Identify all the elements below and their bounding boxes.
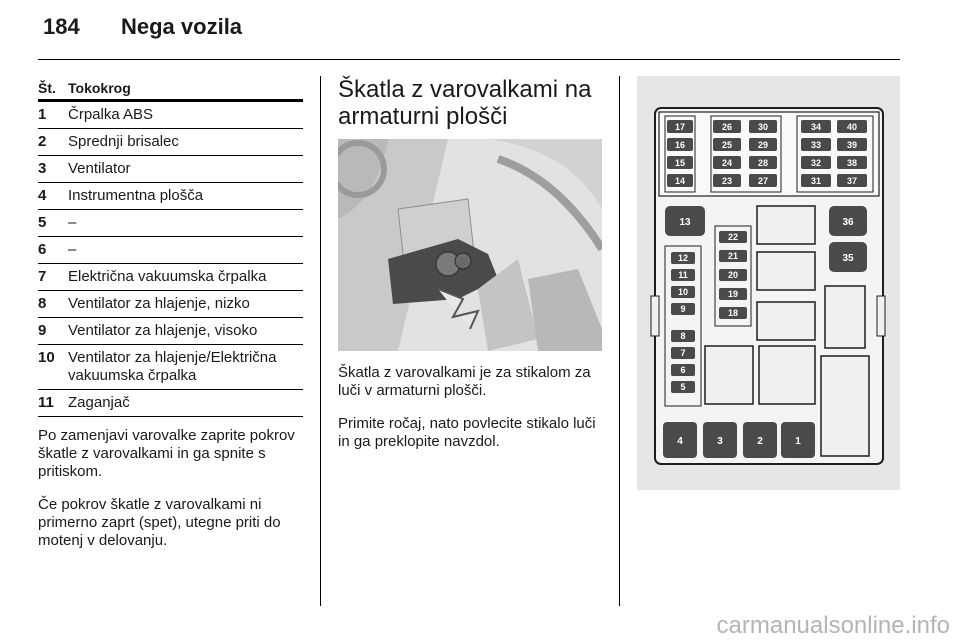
fuse-label: 20 — [727, 270, 739, 280]
fuse-label: 11 — [678, 270, 688, 280]
fuse-label: 14 — [674, 176, 686, 186]
row-text: Instrumentna plošča — [68, 187, 204, 204]
section-title: Škatla z varovalkami na armaturni plošči — [338, 76, 592, 130]
row-text: Črpalka ABS — [68, 106, 154, 123]
row-no: 4 — [38, 187, 47, 204]
table-row — [38, 291, 303, 318]
fuse-label: 21 — [727, 251, 739, 261]
table-row — [38, 102, 303, 129]
fuse-label: 5 — [680, 382, 686, 392]
row-no: 3 — [38, 160, 47, 177]
fuse-label: 13 — [679, 217, 691, 228]
table-row — [38, 345, 303, 390]
paragraph: Primite ročaj, nato povlecite stikalo luči in ga preklopite navzdol. — [338, 415, 596, 450]
fuse-label: 35 — [842, 253, 854, 264]
fuse-label: 30 — [757, 122, 769, 132]
fuse-label: 34 — [810, 122, 822, 132]
fuse-label: 15 — [674, 158, 686, 168]
row-text: Ventilator — [68, 160, 131, 177]
paragraph: Škatla z varovalkami je za stikalom za luči v armaturni plošči. — [338, 364, 591, 399]
dashboard-photo — [338, 139, 602, 351]
fuse-label: 10 — [677, 287, 689, 297]
fuse-label: 9 — [680, 304, 686, 314]
fuse-label: 23 — [721, 176, 733, 186]
row-no: 2 — [38, 133, 47, 150]
fuse-label: 1 — [795, 436, 801, 447]
fuse-label: 4 — [677, 436, 683, 447]
row-no: 7 — [38, 268, 47, 285]
fuse-table — [38, 102, 303, 417]
fuse-label: 16 — [674, 140, 686, 150]
fuse-label: 19 — [727, 289, 739, 299]
header-rule — [38, 59, 900, 60]
page-title: Nega vozila — [121, 14, 243, 39]
row-text: Sprednji brisalec — [68, 133, 179, 150]
row-text: Električna vakuumska črpalka — [68, 268, 267, 285]
fuse-label: 27 — [757, 176, 769, 186]
row-text: Ventilator za hlajenje, nizko — [68, 295, 250, 312]
fuse-label: 29 — [757, 140, 769, 150]
row-no: 10 — [38, 349, 55, 366]
table-row — [38, 237, 303, 264]
fuse-label: 3 — [717, 436, 723, 447]
row-no: 9 — [38, 322, 47, 339]
paragraph: Če pokrov škatle z varovalkami ni primerno zaprt (spet), utegne priti do motenj v delovanju. — [38, 496, 281, 549]
row-text: Ventilator za hlajenje/Električna vakuumska črpalka — [68, 349, 277, 384]
fuse-label: 33 — [810, 140, 822, 150]
table-header — [38, 76, 303, 102]
fuse-label: 26 — [721, 122, 733, 132]
table-row — [38, 390, 303, 417]
fuse-label: 6 — [680, 365, 686, 375]
row-text: – — [68, 214, 77, 231]
page-number: 184 — [43, 14, 80, 39]
fuse-label: 36 — [842, 217, 854, 228]
row-no: 8 — [38, 295, 47, 312]
row-text: Zaganjač — [68, 394, 130, 411]
page-header — [43, 14, 242, 44]
table-row — [38, 183, 303, 210]
fuse-label: 18 — [727, 308, 739, 318]
fuse-label: 40 — [846, 122, 858, 132]
fuse-label: 28 — [757, 158, 769, 168]
table-row — [38, 210, 303, 237]
col-circuit-header: Tokokrog — [68, 79, 131, 96]
fuse-label: 2 — [757, 436, 763, 447]
paragraph: Po zamenjavi varovalke zaprite pokrov škatle z varovalkami in ga spnite s pritiskom. — [38, 427, 295, 480]
table-row — [38, 264, 303, 291]
fuse-label: 12 — [677, 253, 689, 263]
fuse-label: 7 — [680, 348, 686, 358]
row-no: 6 — [38, 241, 47, 258]
table-row — [38, 129, 303, 156]
fuse-label: 8 — [680, 331, 686, 341]
fuse-label: 17 — [674, 122, 686, 132]
table-row — [38, 156, 303, 183]
fuse-label: 25 — [721, 140, 733, 150]
fuse-label: 24 — [721, 158, 733, 168]
row-text: – — [68, 241, 77, 258]
fuse-box-diagram — [637, 76, 900, 490]
row-text: Ventilator za hlajenje, visoko — [68, 322, 258, 339]
watermark: carmanualsonline.info — [716, 612, 950, 639]
left-column — [38, 76, 303, 565]
col-no-header: Št. — [38, 79, 56, 96]
column-divider — [320, 76, 321, 606]
fuse-label: 31 — [810, 176, 822, 186]
fuse-label: 22 — [727, 232, 739, 242]
row-no: 11 — [38, 394, 54, 411]
fuse-label: 32 — [810, 158, 822, 168]
fuse-label: 38 — [846, 158, 858, 168]
fuse-label: 37 — [846, 176, 858, 186]
row-no: 5 — [38, 214, 47, 231]
middle-column — [338, 76, 606, 466]
column-divider — [619, 76, 620, 606]
row-no: 1 — [38, 106, 47, 123]
table-row — [38, 318, 303, 345]
fuse-label: 39 — [846, 140, 858, 150]
